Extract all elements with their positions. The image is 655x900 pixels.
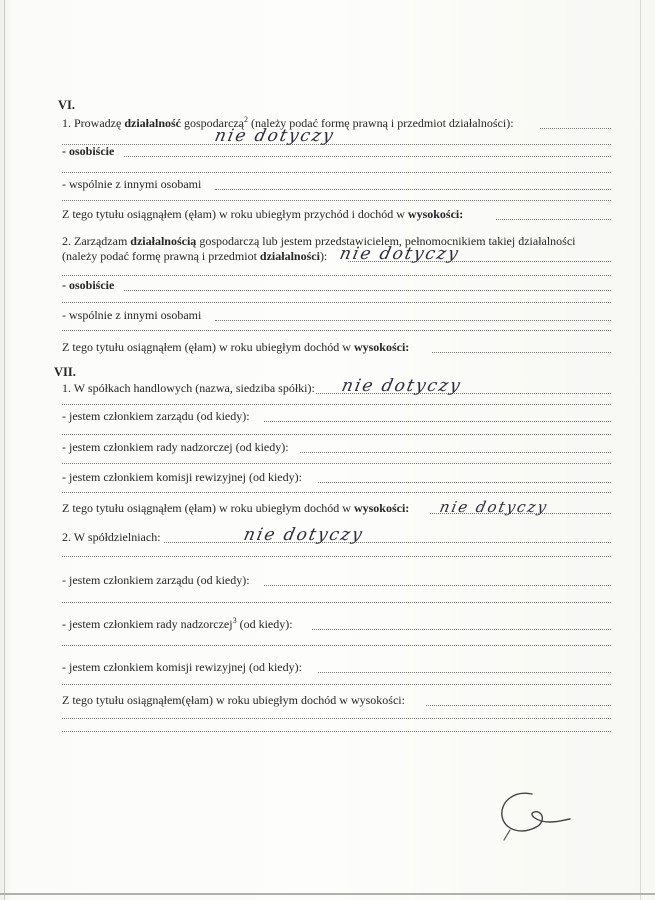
vi-dotline-a [62, 172, 611, 173]
vi-item2-wspolnie-dots [215, 320, 611, 321]
vii-item2-label: 2. W spółdzielniach: [62, 530, 161, 544]
vii-item1-rada-dots [300, 452, 611, 453]
vi-item1-income-dots [496, 219, 611, 220]
vi-dotline-b [62, 200, 611, 201]
vi-item2-wspolnie: - wspólnie z innymi osobami [62, 308, 202, 322]
vii-dotline-i [62, 718, 611, 719]
page-edge-right [640, 0, 641, 900]
vi-item2-label: 2. Zarządzam działalnością gospodarczą lub jestem przedstawicielem, pełnomocnikiem takiej działalności [62, 234, 576, 248]
vii-item2-rada-dots [312, 629, 611, 630]
vi-item1-income: Z tego tytułu osiągnąłem (ęłam) w roku ubiegłym przychód i dochód w wysokości: [62, 207, 464, 221]
vi-dotline-e [62, 330, 611, 331]
vi-dotline-c [62, 275, 611, 276]
vii-item1-label: 1. W spółkach handlowych (nazwa, siedziba spółki): [62, 381, 315, 395]
section-vii-heading: VII. [54, 365, 76, 379]
vi-item2-income: Z tego tytułu osiągnąłem (ęłam) w roku ubiegłym dochód w wysokości: [62, 340, 410, 354]
vii-dotline-b [62, 434, 611, 435]
vi-item1-handwritten: nie dotyczy [212, 126, 337, 146]
vii-item1-income: Z tego tytułu osiągnąłem (ęłam) w roku ubiegłym dochód w wysokości: [62, 501, 410, 515]
vii-dotline-f [62, 602, 611, 603]
vii-item2-komisja-dots [318, 672, 611, 673]
vi-dotline-d [62, 302, 611, 303]
vi-item1-osobiscie-dots [124, 156, 611, 157]
vii-item1-komisja-dots [318, 482, 611, 483]
vii-item1-handwritten: nie dotyczy [339, 376, 464, 396]
vi-item2-osobiscie-dots [124, 290, 611, 291]
vii-item2-rada: - jestem członkiem rady nadzorczej$^3$ (od kiedy): [62, 617, 293, 631]
vii-item2-dots [164, 542, 611, 543]
vi-item1-wspolnie-dots [215, 189, 611, 190]
signature-graphic [492, 786, 572, 846]
vi-item1-dotline-end [540, 128, 611, 129]
vi-item2-handwritten: nie dotyczy [337, 244, 462, 264]
page-edge-left [4, 0, 5, 900]
vii-dotline-d [62, 492, 611, 493]
vii-item2-zarzad-dots [264, 585, 611, 586]
vi-item1-osobiscie: - osobiście [62, 144, 115, 158]
vii-item2-komisja: - jestem członkiem komisji rewizyjnej (od kiedy): [62, 660, 302, 674]
vii-dotline-c [62, 463, 611, 464]
vii-item1-zarzad-dots [264, 421, 611, 422]
vii-item1-rada: - jestem członkiem rady nadzorczej (od kiedy): [62, 440, 289, 454]
vii-item1-income-handwritten: nie dotyczy [438, 498, 550, 516]
vii-dotline-j [62, 731, 611, 732]
vii-item2-zarzad: - jestem członkiem zarządu (od kiedy): [62, 573, 250, 587]
vii-dotline-e [62, 556, 611, 557]
vi-item2-osobiscie: - osobiście [62, 278, 115, 292]
vii-item1-zarzad: - jestem członkiem zarządu (od kiedy): [62, 409, 250, 423]
vii-item2-income: Z tego tytułu osiągnąłem(ęłam) w roku ubiegłym dochód w wysokości: [62, 693, 405, 707]
section-vi-heading: VI. [58, 98, 76, 112]
vii-dotline-h [62, 684, 611, 685]
vii-dotline-g [62, 645, 611, 646]
vii-dotline-a [62, 404, 611, 405]
vi-item2-label2: (należy podać formę prawną i przedmiot działalności): [62, 249, 328, 263]
vii-item1-komisja: - jestem członkiem komisji rewizyjnej (od kiedy): [62, 470, 302, 484]
vi-item2-income-dots [432, 352, 611, 353]
vii-item2-handwritten: nie dotyczy [241, 525, 366, 545]
vi-item1-wspolnie: - wspólnie z innymi osobami [62, 177, 202, 191]
vi-item1-label: 1. Prowadzę działalność gospodarczą$^2$ (należy podać formę prawną i przedmiot działalności): [62, 116, 514, 130]
page-edge-bottom [0, 893, 655, 895]
vii-item2-income-dots [426, 705, 611, 706]
